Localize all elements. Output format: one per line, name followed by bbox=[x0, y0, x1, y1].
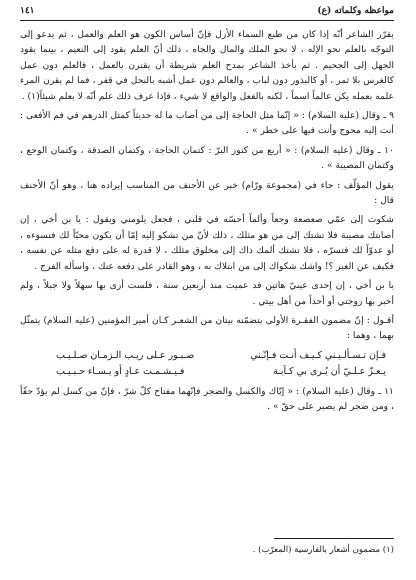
verse-hemistich-first: يـعـزّ عـلـيّ أن يُـرى بي كـآبـة bbox=[273, 365, 386, 377]
header-rule bbox=[20, 20, 394, 21]
paragraph-commentary: أقـول : إنّ مضمون الفقـرة الأولى يتضمّنه بيتان من الشعـر كـان أمير المؤمنين (عليه السلام) يتمثّل بهما ، وهما : bbox=[20, 314, 394, 342]
verse-hemistich-second: فـيـشـمـت عـادٍ أو يـسـاء حـبـيـب bbox=[56, 365, 185, 377]
paragraph-ahnaf-eye: يا بن أخي ، إن إحدى عينيّ هاتين قد عميت منذ أربعين سنة ، فلست أرى بها سهلاً ولا جبلاً ، ولم أخبر بها زوجتي أو أحداً من أهل بيتي . bbox=[20, 280, 394, 307]
paragraph-saying-9: ٩ ـ وقال (عليه السلام) : « إنّما مثل الحاجة إلى من أصاب ما له حديثاً كمثل الدرهم في فم الأفعى : أنت إليه محوج وأنت فيها على خطر » . bbox=[20, 110, 394, 137]
paragraph-ahnaf-story: شكوت إلى عمّي صعصعة وجعاً وألماً أحسّه في قلبي ، فجعل يلومني ويقول : يا بن أخي ، إن أصابتك مصيبة فلا تشتك إلى من هو مثلك ، ذلك لأنّ من تشكو إليه إمّا أن يكون محبّاً لك فتسوءه ، أو عدوّاً لك فتسرّه ، فلا تشتك ألمك ذاك إلى مخلوق مثلك ، لا قدرة له على دفع مثله عن نفسه ، فكيف عن الغير ؟! واشك شكواك إلى من ابتلاك به ، وهو القادر على دفعه عنك ، واسأله الفرج . bbox=[20, 214, 394, 272]
verse-hemistich-first: فـإن تـسـألـيـني كـيـف أنـت فـإنّـني bbox=[250, 349, 386, 361]
paragraph-poet-summary: يقرّر الشاعر أنّه إذا كان من طبع السماء الأزل فإنّ أساس الكون هو العلم والعمل ، ثم يدعو إلى التوجّه بالعلم نحو الإله ، لا نحو الملك والمال والجاه ، ذلك أنّ العلم يقود إلى النعيم ، بينما يقود الجهل إلى الجحيم . ثم يأخذ الشاعر بمدح العلم شريطة أن يقترن بالعمل ، فالعلم دون عمل كالغرس بلا ثمر ، أو كالبذور دون لباب ، والعالم دون عمل أشبه بالنحل في قفر ، فما لم يقرن المرء علمه بعمله يكن عالماً اسماً ، لكنه بالفعل والواقع لا شيء ، فإذا عرف ذلك علم أنّه لا يعلم شيئاً(١) . bbox=[20, 29, 394, 102]
paragraph-saying-10: ١٠ ـ وقال (عليه السلام) : « أربع من كنوز البرّ : كتمان الحاجة ، وكتمان الصدقة ، وكتمان الوجع ، وكتمان المصيبة » . bbox=[20, 144, 394, 172]
paragraph-saying-11: ١١ ـ وقال (عليه السلام) : « إيّاك والكسل والضجر فإنّهما مفتاح كلّ شرّ ، فإنّ من كسل لم يؤدّ حقّاً ، ومن ضجر لم يصبر على حقّ » . bbox=[20, 385, 394, 413]
paragraph-author-note: يقول المؤلّف : جاء في (مجموعة ورّام) خبر عن الأحنف من المناسب إيراده هنا ، وهو أنّ الأحنف قال : bbox=[20, 179, 394, 207]
page-number: ١٤١ bbox=[20, 6, 35, 16]
verse-line bbox=[20, 348, 394, 364]
verse-hemistich-second: صـبـور عـلى ريـب الـزمـان صـلـيـب bbox=[56, 349, 195, 361]
footnote: (١) مضمون أشعار بالفارسية (المعرّب) . bbox=[252, 545, 394, 555]
page-header bbox=[20, 6, 394, 19]
footnote-rule bbox=[274, 538, 394, 539]
running-title: مواعظه وكلماته (ع) bbox=[317, 6, 394, 16]
verse-line bbox=[20, 364, 394, 380]
